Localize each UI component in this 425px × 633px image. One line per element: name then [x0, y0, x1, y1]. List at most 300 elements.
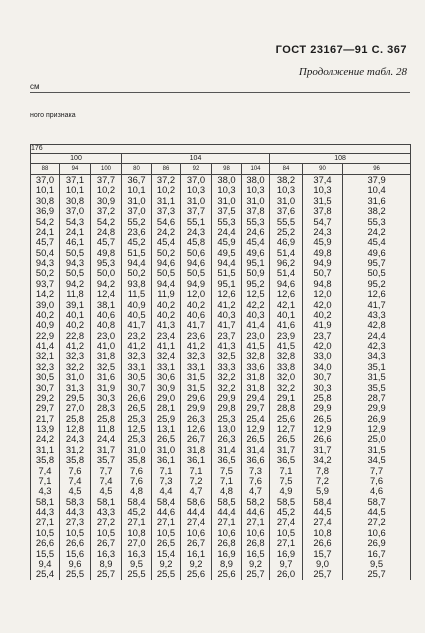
table-cell: 51,5 [127, 246, 146, 258]
table-cell: 37,6 [276, 205, 296, 217]
table-cell: 50,6 [186, 246, 206, 258]
top-label: 176 [31, 145, 411, 154]
table-cell: 25,6 [217, 568, 236, 580]
table-cell: 7,7 [370, 464, 384, 476]
table-cell: 45,9 [217, 236, 236, 248]
table-cell: 46,9 [276, 236, 296, 248]
table-cell: 41,5 [276, 340, 296, 351]
table-cell: 12,0 [186, 288, 206, 300]
table-cell: 37,9 [367, 174, 386, 185]
table-cell: 25,7 [246, 568, 265, 580]
table-cell: 4,6 [370, 485, 384, 497]
data-column [343, 175, 411, 580]
data-column [303, 175, 343, 580]
table-cell: 10,3 [313, 184, 332, 196]
table-cell: 45,2 [276, 506, 296, 517]
table-cell: 28,8 [276, 402, 296, 414]
table-cell: 31,4 [217, 443, 236, 455]
table-cell: 23,6 [186, 329, 206, 341]
group-header-row [31, 154, 411, 164]
table-cell: 7,1 [38, 474, 52, 486]
table-cell: 37,0 [65, 205, 85, 217]
table-cell: 23,0 [96, 329, 116, 341]
table-cell: 4,8 [129, 485, 144, 497]
table-cell: 10,5 [65, 526, 85, 538]
table-cell: 55,1 [186, 215, 206, 227]
table-cell: 55,3 [367, 215, 386, 227]
table-cell: 40,2 [186, 298, 206, 310]
table-cell: 25,2 [276, 225, 296, 237]
table-cell: 41,2 [65, 340, 85, 351]
table-cell: 50,2 [35, 267, 55, 279]
table-cell: 37,5 [217, 205, 236, 217]
table-cell: 44,3 [35, 506, 55, 517]
table-cell: 7,4 [99, 474, 113, 486]
table-cell: 30,5 [35, 371, 55, 383]
table-cell: 31,0 [127, 194, 146, 206]
table-cell: 7,1 [219, 474, 234, 486]
table-cell: 25,6 [276, 412, 296, 424]
table-cell: 38,0 [246, 174, 265, 185]
table-cell: 40,1 [65, 308, 85, 320]
table-cell: 26,3 [217, 433, 236, 445]
table-cell: 29,9 [217, 391, 236, 403]
table-cell: 25,7 [96, 568, 116, 580]
table-cell: 95,2 [367, 277, 386, 289]
data-column [31, 175, 60, 580]
table-cell: 35,7 [96, 454, 116, 466]
table-cell: 4,7 [248, 485, 263, 497]
column-header: 94 [60, 164, 91, 175]
table-cell: 27,1 [127, 516, 146, 528]
table-cell: 41,1 [156, 340, 176, 351]
table-cell: 12,9 [367, 423, 386, 434]
data-column [212, 175, 242, 580]
table-cell: 45,2 [127, 506, 146, 517]
table-cell: 41,3 [156, 319, 176, 331]
table-cell: 25,5 [65, 568, 85, 580]
table-cell: 31,0 [217, 194, 236, 206]
table-cell: 31,5 [313, 194, 332, 206]
table-cell: 13,9 [35, 423, 55, 434]
table-cell: 40,9 [127, 298, 146, 310]
table-cell: 10,8 [127, 526, 146, 538]
table-cell: 9,6 [68, 557, 82, 569]
table-cell: 31,4 [246, 443, 265, 455]
table-cell: 41,4 [246, 319, 265, 331]
column-header-row [31, 164, 411, 175]
table-cell: 10,3 [186, 184, 206, 196]
column-header: 92 [181, 164, 212, 175]
table-cell: 16,5 [246, 547, 265, 559]
table-cell: 32,3 [186, 350, 206, 362]
table-cell: 40,6 [96, 308, 116, 320]
table-cell: 30,7 [313, 371, 332, 383]
table-cell: 8,9 [99, 557, 113, 569]
table-cell: 30,3 [96, 391, 116, 403]
table-cell: 40,2 [156, 298, 176, 310]
table-cell: 42,0 [313, 340, 332, 351]
table-cell: 26,7 [96, 537, 116, 549]
table-cell: 94,6 [186, 257, 206, 268]
table-cell: 37,0 [35, 174, 55, 185]
table-cell: 4,5 [99, 485, 113, 497]
table-cell: 22,8 [65, 329, 85, 341]
table-cell: 44,5 [367, 506, 386, 517]
table-cell: 31,8 [246, 371, 265, 383]
table-cell: 36,5 [276, 454, 296, 466]
table-cell: 26,5 [276, 433, 296, 445]
table-cell: 55,3 [246, 215, 265, 227]
table-cell: 24,2 [367, 225, 386, 237]
table-cell: 54,2 [35, 215, 55, 227]
table-cell: 31,7 [96, 443, 116, 455]
table-cell: 36,1 [156, 454, 176, 466]
table-cell: 36,1 [186, 454, 206, 466]
table-cell: 28,1 [156, 402, 176, 414]
table-cell: 13,1 [156, 423, 176, 434]
table-cell: 37,0 [127, 205, 146, 217]
table-cell: 55,3 [217, 215, 236, 227]
table-cell: 30,8 [35, 194, 55, 206]
table-cell: 10,5 [276, 526, 296, 538]
table-cell: 40,2 [313, 308, 332, 320]
table-cell: 37,7 [186, 205, 206, 217]
table-cell: 33,1 [186, 360, 206, 372]
table-cell: 49,6 [246, 246, 265, 258]
table-cell: 32,2 [65, 360, 85, 372]
table-cell: 37,1 [65, 174, 85, 185]
table-cell: 24,2 [156, 225, 176, 237]
table-cell: 94,2 [65, 277, 85, 289]
table-cell: 25,8 [65, 412, 85, 424]
table-cell: 37,8 [246, 205, 265, 217]
table-cell: 31,2 [65, 443, 85, 455]
table-cell: 27,0 [65, 402, 85, 414]
table-cell: 23,7 [217, 329, 236, 341]
table-cell: 58,4 [313, 495, 332, 507]
table-cell: 27,2 [96, 516, 116, 528]
table-cell: 10,5 [156, 526, 176, 538]
table-cell: 41,3 [217, 340, 236, 351]
table-cell: 32,3 [35, 360, 55, 372]
table-cell: 10,6 [246, 526, 265, 538]
table-cell: 31,9 [96, 381, 116, 393]
table-cell: 25,6 [186, 568, 206, 580]
table-cell: 15,4 [156, 547, 176, 559]
table-cell: 7,1 [189, 464, 203, 476]
table-cell: 30,8 [65, 194, 85, 206]
table-cell: 50,5 [186, 267, 206, 279]
table-cell: 27,4 [276, 516, 296, 528]
table-cell: 50,5 [65, 267, 85, 279]
table-cell: 29,9 [367, 402, 386, 414]
table-cell: 50,5 [65, 246, 85, 258]
table-cell: 44,6 [246, 506, 265, 517]
table-cell: 31,5 [186, 381, 206, 393]
table-cell: 26,0 [276, 568, 296, 580]
table-cell: 27,1 [217, 516, 236, 528]
table-cell: 95,3 [96, 257, 116, 268]
table-cell: 7,3 [248, 464, 263, 476]
table-cell: 42,3 [367, 340, 386, 351]
table-cell: 25,4 [246, 412, 265, 424]
data-column [152, 175, 181, 580]
table-cell: 10,6 [367, 526, 386, 538]
unit-label: см [30, 82, 40, 91]
standard-header: ГОСТ 23167—91 С. 367 [275, 44, 407, 56]
measurement-table [30, 144, 411, 580]
table-cell: 25,7 [367, 568, 386, 580]
table-cell: 45,4 [367, 236, 386, 248]
table-cell: 58,5 [276, 495, 296, 507]
table-cell: 24,3 [65, 433, 85, 445]
table-cell: 7,6 [370, 474, 384, 486]
table-cell: 24,4 [367, 329, 386, 341]
table-cell: 94,9 [186, 277, 206, 289]
table-cell: 32,8 [246, 350, 265, 362]
column-header: 100 [91, 164, 122, 175]
table-cell: 7,6 [68, 464, 82, 476]
table-cell: 25,9 [156, 412, 176, 424]
table-cell: 31,1 [35, 443, 55, 455]
table-cell: 24,1 [35, 225, 55, 237]
table-cell: 37,2 [96, 205, 116, 217]
table-cell: 50,2 [156, 246, 176, 258]
table-cell: 40,6 [186, 308, 206, 320]
table-cell: 23,4 [156, 329, 176, 341]
table-cell: 7,6 [129, 474, 144, 486]
table-cell: 43,3 [367, 308, 386, 320]
table-cell: 9,2 [159, 557, 173, 569]
table-cell: 34,0 [313, 360, 332, 372]
table-cell: 36,6 [246, 454, 265, 466]
table-cell: 26,5 [156, 433, 176, 445]
table-cell: 7,6 [129, 464, 144, 476]
table-cell: 41,9 [313, 319, 332, 331]
table-cell: 11,9 [157, 288, 175, 300]
table-cell: 37,8 [313, 205, 332, 217]
table-cell: 31,0 [246, 194, 265, 206]
table-cell: 31,0 [156, 443, 176, 455]
table-cell: 21,7 [35, 412, 55, 424]
table-cell: 26,5 [156, 537, 176, 549]
table-cell: 29,2 [35, 391, 55, 403]
table-cell: 40,5 [127, 308, 146, 320]
table-cell: 51,5 [217, 267, 236, 279]
table-cell: 50,7 [313, 267, 332, 279]
column-header: 84 [270, 164, 303, 175]
table-cell: 24,1 [65, 225, 85, 237]
table-cell: 10,5 [96, 526, 116, 538]
table-cell: 9,2 [248, 557, 263, 569]
table-cell: 94,6 [156, 257, 176, 268]
table-cell: 16,9 [217, 547, 236, 559]
table-cell: 15,6 [65, 547, 85, 559]
table-cell: 25,7 [313, 568, 332, 580]
table-cell: 27,1 [35, 516, 55, 528]
table-cell: 10,3 [246, 184, 265, 196]
table-cell: 95,2 [246, 277, 265, 289]
table-cell: 22,9 [35, 329, 55, 341]
table-cell: 10,2 [96, 184, 116, 196]
table-cell: 10,4 [367, 184, 386, 196]
column-header: 98 [212, 164, 242, 175]
table-cell: 33,6 [246, 360, 265, 372]
table-cell: 24,3 [186, 225, 206, 237]
table-cell: 4,4 [159, 485, 173, 497]
table-cell: 12,5 [127, 423, 146, 434]
table-cell: 45,9 [313, 236, 332, 248]
table-cell: 41,2 [127, 340, 146, 351]
table-cell: 31,0 [65, 371, 85, 383]
table-cell: 43,3 [96, 506, 116, 517]
table-cell: 26,7 [186, 433, 206, 445]
table-cell: 27,2 [367, 516, 386, 528]
table-cell: 94,6 [276, 277, 296, 289]
table-cell: 50,5 [156, 267, 176, 279]
table-cell: 26,9 [367, 537, 386, 549]
table-cell: 41,7 [367, 298, 386, 310]
table-cell: 95,7 [367, 257, 386, 268]
table-cell: 24,3 [313, 225, 332, 237]
table-cell: 26,6 [65, 537, 85, 549]
table-cell: 37,7 [96, 174, 116, 185]
table-cell: 9,7 [279, 557, 293, 569]
table-cell: 27,4 [186, 516, 206, 528]
table-cell: 7,4 [38, 464, 52, 476]
table-cell: 12,0 [313, 288, 332, 300]
table-cell: 9,4 [38, 557, 52, 569]
table-cell: 44,5 [313, 506, 332, 517]
table-cell: 27,4 [313, 516, 332, 528]
table-cell: 31,6 [367, 194, 386, 206]
table-cell: 32,2 [217, 381, 236, 393]
table-cell: 40,3 [217, 308, 236, 320]
table-cell: 31,1 [156, 194, 176, 206]
table-cell: 58,2 [246, 495, 265, 507]
table-cell: 39,1 [65, 298, 85, 310]
table-cell: 7,2 [189, 474, 203, 486]
table-cell: 94,4 [127, 257, 146, 268]
data-column [91, 175, 122, 580]
group-header: 108 [270, 154, 411, 164]
table-cell: 28,3 [96, 402, 116, 414]
data-column [60, 175, 91, 580]
table-cell: 41,2 [217, 298, 236, 310]
table-cell: 12,6 [367, 288, 386, 300]
table-cell: 26,5 [127, 402, 146, 414]
table-cell: 32,0 [276, 371, 296, 383]
table-cell: 50,9 [246, 267, 265, 279]
table-cell: 45,7 [96, 236, 116, 248]
table-cell: 46,1 [65, 236, 85, 248]
table-cell: 26,6 [313, 433, 332, 445]
table-cell: 29,4 [246, 391, 265, 403]
table-cell: 31,8 [246, 381, 265, 393]
table-cell: 26,5 [246, 433, 265, 445]
continuation-title: Продолжение табл. 28 [298, 66, 407, 78]
table-cell: 10,1 [35, 184, 55, 196]
table-cell: 26,8 [246, 537, 265, 549]
table-cell: 55,5 [276, 215, 296, 227]
table-cell: 7,5 [219, 464, 234, 476]
table-cell: 10,1 [127, 184, 146, 196]
table-cell: 51,4 [276, 267, 296, 279]
table-cell: 33,3 [217, 360, 236, 372]
table-cell: 8,9 [219, 557, 234, 569]
table-cell: 96,2 [276, 257, 296, 268]
table-cell: 94,3 [35, 257, 55, 268]
column-header: 90 [303, 164, 343, 175]
table-cell: 9,2 [189, 557, 203, 569]
table-cell: 36,9 [35, 205, 55, 217]
table-cell: 29,9 [313, 402, 332, 414]
table-cell: 40,2 [35, 308, 55, 320]
table-cell: 12,6 [186, 423, 206, 434]
table-cell: 49,5 [217, 246, 236, 258]
table-cell: 29,6 [186, 391, 206, 403]
table-cell: 16,3 [127, 547, 146, 559]
table-cell: 32,5 [96, 360, 116, 372]
table-cell: 15,7 [313, 547, 332, 559]
table-cell: 49,6 [367, 246, 386, 258]
table-cell: 45,7 [35, 236, 55, 248]
table-cell: 41,7 [217, 319, 236, 331]
table-cell: 94,3 [65, 257, 85, 268]
table-cell: 24,2 [35, 433, 55, 445]
table-cell: 24,6 [246, 225, 265, 237]
table-cell: 12,4 [96, 288, 116, 300]
table-cell: 30,7 [127, 381, 146, 393]
table-cell: 37,4 [313, 174, 332, 185]
table-cell: 26,6 [313, 537, 332, 549]
table-cell: 27,1 [276, 537, 296, 549]
table-cell: 9,5 [129, 557, 144, 569]
table-cell: 44,6 [156, 506, 176, 517]
table-cell: 26,6 [35, 537, 55, 549]
table-cell: 35,8 [127, 454, 146, 466]
table-cell: 16,1 [186, 547, 206, 559]
table-cell: 54,6 [156, 215, 176, 227]
column-header: 96 [343, 164, 411, 175]
table-cell: 23,0 [246, 329, 265, 341]
table-cell: 4,8 [219, 485, 234, 497]
table-cell: 58,3 [65, 495, 85, 507]
table-cell: 41,7 [186, 319, 206, 331]
table-cell: 10,2 [156, 184, 176, 196]
table-cell: 12,6 [217, 288, 236, 300]
table-cell: 32,4 [156, 350, 176, 362]
table-cell: 54,7 [313, 215, 332, 227]
table-cell: 95,1 [246, 257, 265, 268]
table-cell: 40,1 [276, 308, 296, 320]
table-cell: 44,4 [186, 506, 206, 517]
table-cell: 26,6 [127, 391, 146, 403]
table-cell: 24,4 [96, 433, 116, 445]
table-cell: 37,2 [156, 174, 176, 185]
table-cell: 40,2 [65, 319, 85, 331]
table-cell: 4,3 [38, 485, 52, 497]
table-cell: 31,7 [276, 443, 296, 455]
table-cell: 32,3 [65, 350, 85, 362]
table-cell: 42,1 [276, 298, 296, 310]
table-cell: 45,8 [186, 236, 206, 248]
table-cell: 25,4 [35, 568, 55, 580]
table-cell: 41,2 [186, 340, 206, 351]
column-header: 80 [122, 164, 152, 175]
table-cell: 26,7 [186, 537, 206, 549]
